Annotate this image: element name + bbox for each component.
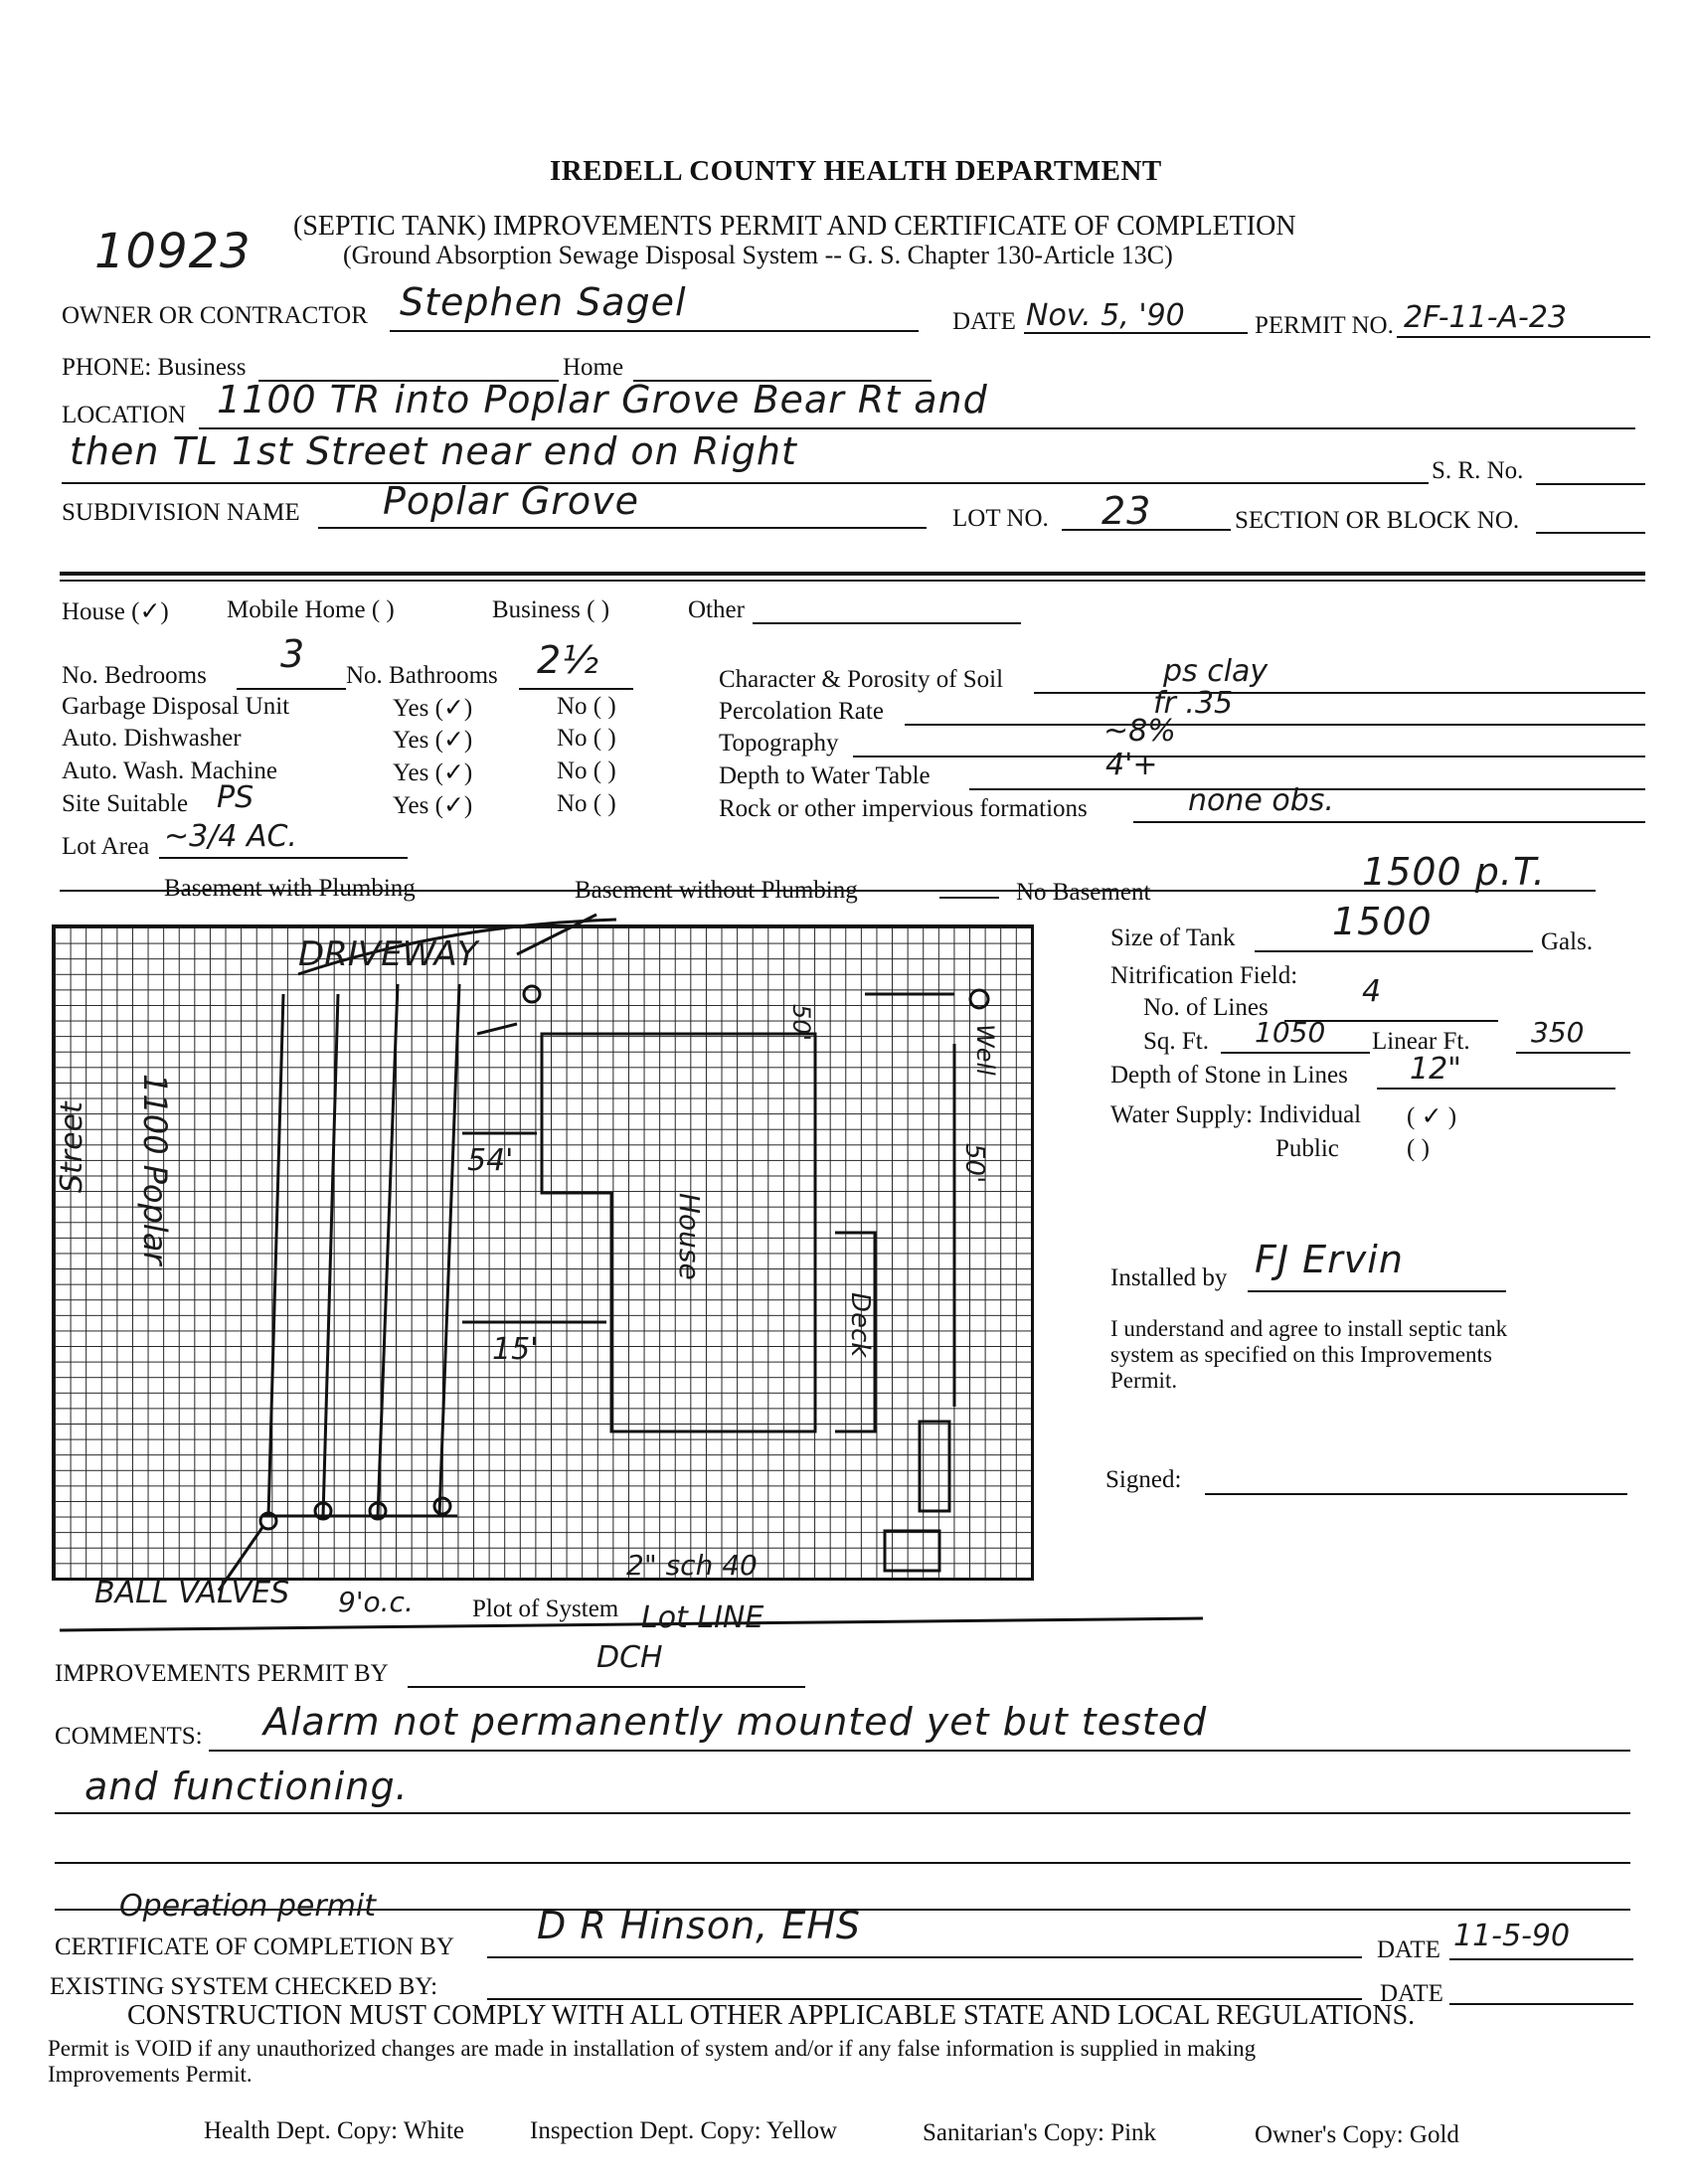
rock-line (1133, 821, 1645, 823)
subdivision-label: SUBDIVISION NAME (62, 499, 300, 526)
bathrooms-line (519, 688, 633, 690)
soil-character-label: Character & Porosity of Soil (719, 666, 1004, 693)
department-title: IREDELL COUNTY HEALTH DEPARTMENT (550, 155, 1162, 187)
installed-label: Installed by (1110, 1264, 1228, 1291)
bathrooms-label: No. Bathrooms (346, 662, 498, 689)
nitrification-label: Nitrification Field: (1110, 962, 1298, 989)
owner-value[interactable]: Stephen Sagel (400, 280, 687, 324)
certificate-date-line (1449, 1958, 1633, 1960)
owner-line (390, 330, 919, 332)
lot-area-line (159, 857, 408, 859)
comments-value-2[interactable]: and functioning. (85, 1764, 409, 1808)
location-value-2[interactable]: then TL 1st Street near end on Right (70, 429, 797, 473)
improvements-permit-sig[interactable]: DCH (596, 1640, 663, 1675)
comments-value-1[interactable]: Alarm not permanently mounted yet but tested (263, 1700, 1208, 1744)
lines-label: No. of Lines (1143, 994, 1269, 1021)
void-notice-1: Permit is VOID if any unauthorized changes are made in installation of system and/or if any false information is supplied in making (48, 2036, 1257, 2061)
water-supply-public[interactable]: ( ) (1407, 1135, 1430, 1162)
agree-text-2: system as specified on this Improvements (1110, 1342, 1492, 1367)
file-number: 10923 (94, 224, 252, 279)
installed-value[interactable]: FJ Ervin (1255, 1238, 1404, 1281)
sketch-sch40: 2" sch 40 (626, 1549, 758, 1582)
washer-label: Auto. Wash. Machine (62, 757, 277, 784)
location-value-1[interactable]: 1100 TR into Poplar Grove Bear Rt and (217, 378, 988, 421)
operation-note: Operation permit (119, 1889, 376, 1924)
water-supply-public-label: Public (1275, 1135, 1339, 1162)
certificate-label: CERTIFICATE OF COMPLETION BY (55, 1933, 454, 1960)
sr-label: S. R. No. (1432, 457, 1524, 484)
dishwasher-label: Auto. Dishwasher (62, 725, 242, 752)
perc-label: Percolation Rate (719, 698, 884, 725)
garbage-no[interactable]: No ( ) (557, 693, 616, 720)
sketch-dim-15: 15' (492, 1332, 539, 1367)
copy-owner: Owner's Copy: Gold (1255, 2121, 1459, 2148)
bedrooms-value[interactable]: 3 (280, 632, 306, 676)
basement-none-line (939, 897, 999, 899)
date-label: DATE (952, 308, 1016, 335)
water-table-value[interactable]: 4'+ (1105, 748, 1158, 782)
section-line (1536, 532, 1645, 534)
site-mark: PS (217, 780, 254, 815)
section-label: SECTION OR BLOCK NO. (1235, 507, 1520, 534)
soil-character-line (1034, 692, 1645, 694)
dishwasher-yes[interactable]: Yes (✓) (393, 727, 473, 754)
sketch-ball-valves: BALL VALVES (94, 1576, 290, 1610)
stone-label: Depth of Stone in Lines (1110, 1062, 1348, 1089)
sketch-dim-54: 54' (467, 1143, 514, 1178)
comments-label: COMMENTS: (55, 1723, 203, 1750)
soil-character-value[interactable]: ps clay (1163, 654, 1269, 689)
sqft-value[interactable]: 1050 (1255, 1016, 1326, 1049)
improvements-permit-label: IMPROVEMENTS PERMIT BY (55, 1660, 389, 1687)
construction-notice: CONSTRUCTION MUST COMPLY WITH ALL OTHER APPLICABLE STATE AND LOCAL REGULATIONS. (127, 2000, 1416, 2031)
bedrooms-label: No. Bedrooms (62, 662, 207, 689)
water-supply-label: Water Supply: Individual (1110, 1101, 1362, 1128)
basement-without-plumbing: Basement without Plumbing (575, 877, 858, 904)
certificate-date-label: DATE (1377, 1936, 1440, 1963)
subdivision-line (318, 527, 927, 529)
agree-text-3: Permit. (1110, 1368, 1178, 1393)
linear-label: Linear Ft. (1372, 1028, 1470, 1055)
type-business[interactable]: Business ( ) (492, 596, 610, 623)
existing-date-label: DATE (1380, 1980, 1443, 2007)
basement-with-plumbing: Basement with Plumbing (164, 875, 416, 902)
bathrooms-value[interactable]: 2½ (537, 638, 600, 682)
topo-value[interactable]: ~8% (1103, 714, 1176, 749)
lot-value[interactable]: 23 (1101, 489, 1152, 533)
sqft-line (1221, 1052, 1370, 1054)
lot-line (60, 1618, 1203, 1630)
garbage-label: Garbage Disposal Unit (62, 693, 290, 720)
comments-line-3 (55, 1862, 1630, 1864)
water-table-label: Depth to Water Table (719, 762, 931, 789)
stone-line (1377, 1088, 1615, 1090)
divider-top-2 (60, 580, 1645, 582)
sketch-road: 1100 Poplar (136, 1074, 174, 1265)
water-supply-individual[interactable]: ( ✓ ) (1407, 1103, 1457, 1130)
phone-home-label: Home (563, 354, 624, 381)
sketch-street: Street (55, 1101, 89, 1193)
rock-value[interactable]: none obs. (1188, 783, 1334, 818)
no-basement: No Basement (1016, 879, 1151, 906)
installed-line (1248, 1290, 1506, 1292)
sketch-well: Well (971, 1024, 999, 1076)
site-yes[interactable]: Yes (✓) (393, 792, 473, 819)
comments-line-1 (209, 1750, 1630, 1752)
site-label: Site Suitable (62, 790, 189, 817)
form-title: (SEPTIC TANK) IMPROVEMENTS PERMIT AND CERTIFICATE OF COMPLETION (293, 211, 1296, 242)
sketch-spacing: 9'o.c. (338, 1586, 414, 1618)
plot-of-system-label: Plot of System (472, 1596, 619, 1622)
tank-size-value[interactable]: 1500 (1332, 900, 1433, 943)
certificate-line (487, 1956, 1362, 1958)
owner-label: OWNER OR CONTRACTOR (62, 302, 368, 329)
certificate-date-value[interactable]: 11-5-90 (1453, 1919, 1571, 1953)
phone-business-label: PHONE: Business (62, 354, 247, 381)
lot-label: LOT NO. (952, 505, 1049, 532)
dishwasher-no[interactable]: No ( ) (557, 725, 616, 752)
bedrooms-line (237, 688, 346, 690)
linear-line (1516, 1052, 1630, 1054)
sketch-dim-50b: 50' (959, 1143, 989, 1184)
divider-top (60, 572, 1645, 576)
permit-line (1397, 336, 1650, 338)
form-subtitle: (Ground Absorption Sewage Disposal System -- G. S. Chapter 130-Article 13C) (343, 241, 1173, 269)
tank-size-line (1255, 950, 1533, 952)
site-no[interactable]: No ( ) (557, 790, 616, 817)
topo-line (853, 756, 1645, 757)
void-notice-2: Improvements Permit. (48, 2062, 253, 2087)
washer-no[interactable]: No ( ) (557, 757, 616, 784)
location-label: LOCATION (62, 402, 186, 428)
type-mobile-home[interactable]: Mobile Home ( ) (227, 596, 395, 623)
sketch-house: House (673, 1193, 706, 1280)
certificate-sig[interactable]: D R Hinson, EHS (537, 1904, 862, 1947)
lines-value[interactable]: 4 (1362, 974, 1382, 1009)
linear-value[interactable]: 350 (1531, 1016, 1585, 1049)
existing-date-line (1449, 2003, 1633, 2005)
copy-inspection: Inspection Dept. Copy: Yellow (530, 2117, 838, 2144)
stone-value[interactable]: 12" (1410, 1052, 1461, 1087)
sketch-driveway: DRIVEWAY (298, 934, 478, 974)
perc-value[interactable]: fr .35 (1153, 686, 1234, 721)
type-other-line (753, 622, 1021, 624)
copy-health: Health Dept. Copy: White (204, 2117, 464, 2144)
location-line-2 (62, 482, 1429, 484)
signed-label: Signed: (1105, 1466, 1182, 1493)
lot-area-value[interactable]: ~3/4 AC. (164, 819, 297, 854)
perc-line (905, 724, 1645, 726)
permit-value[interactable]: 2F-11-A-23 (1404, 300, 1568, 335)
permit-label: PERMIT NO. (1255, 312, 1394, 339)
subdivision-value[interactable]: Poplar Grove (383, 479, 640, 523)
plot-grid (52, 924, 1034, 1581)
basement-note: 1500 p.T. (1362, 850, 1546, 894)
type-house[interactable]: House (✓) (62, 598, 169, 625)
topo-label: Topography (719, 730, 839, 756)
tank-size-label: Size of Tank (1110, 924, 1236, 951)
sketch-dim-50: 50' (787, 1004, 815, 1042)
lot-area-label: Lot Area (62, 833, 150, 860)
sketch-deck: Deck (845, 1292, 875, 1358)
sketch-lot-line: Lot LINE (641, 1600, 764, 1635)
agree-text-1: I understand and agree to install septic tank (1110, 1316, 1508, 1341)
existing-system-label: EXISTING SYSTEM CHECKED BY: (50, 1973, 438, 2000)
rock-label: Rock or other impervious formations (719, 795, 1088, 822)
improvements-permit-line (408, 1686, 805, 1688)
comments-line-2 (55, 1812, 1630, 1814)
sqft-label: Sq. Ft. (1143, 1028, 1210, 1055)
washer-yes[interactable]: Yes (✓) (393, 759, 473, 786)
signed-line[interactable] (1205, 1493, 1627, 1495)
date-value[interactable]: Nov. 5, '90 (1026, 298, 1185, 333)
tank-gals: Gals. (1541, 928, 1594, 955)
garbage-yes[interactable]: Yes (✓) (393, 695, 473, 722)
copy-sanitarian: Sanitarian's Copy: Pink (923, 2119, 1157, 2146)
type-other: Other (688, 596, 745, 623)
sr-line (1536, 483, 1645, 485)
